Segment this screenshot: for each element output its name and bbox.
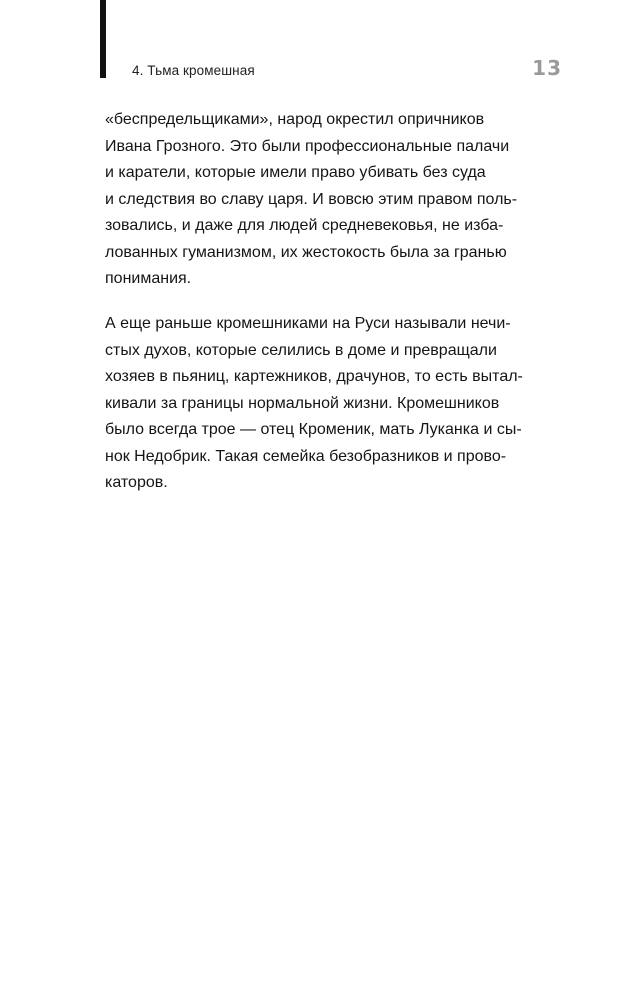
text-line: было всегда трое — отец Кроменик, мать Луканка и сы- (105, 421, 522, 438)
text-line: А еще раньше кромешниками на Руси называли нечи- (105, 315, 511, 332)
text-line: лованных гуманизмом, их жестокость была за гранью (105, 243, 507, 261)
text-line: и каратели, которые имели право убивать без суда (105, 164, 486, 181)
text-line: и следствия во славу царя. И вовсю этим правом поль- (105, 190, 518, 208)
text-line: каторов. (105, 474, 168, 491)
paragraph-1 (105, 107, 545, 293)
header-rule (100, 0, 106, 78)
text-line: стых духов, которые селились в доме и превращали (105, 341, 497, 359)
text-line: понимания. (105, 270, 192, 287)
paragraph-2 (105, 311, 545, 497)
text-line: нок Недобрик. Такая семейка безобразников и прово- (105, 447, 507, 465)
text-line: «беспредельщиками», народ окрестил опричников (105, 111, 485, 128)
text-line: Ивана Грозного. Это были профессиональные палачи (105, 137, 510, 155)
text-line: кивали за границы нормальной жизни. Кромешников (105, 394, 500, 412)
text-line: зовались, и даже для людей средневековья, не изба- (105, 217, 504, 234)
text-line: хозяев в пьяниц, картежников, драчунов, то есть вытал- (105, 368, 523, 385)
running-head: 4. Тьма кромешная (132, 63, 255, 78)
page-number: 13 (532, 56, 562, 80)
